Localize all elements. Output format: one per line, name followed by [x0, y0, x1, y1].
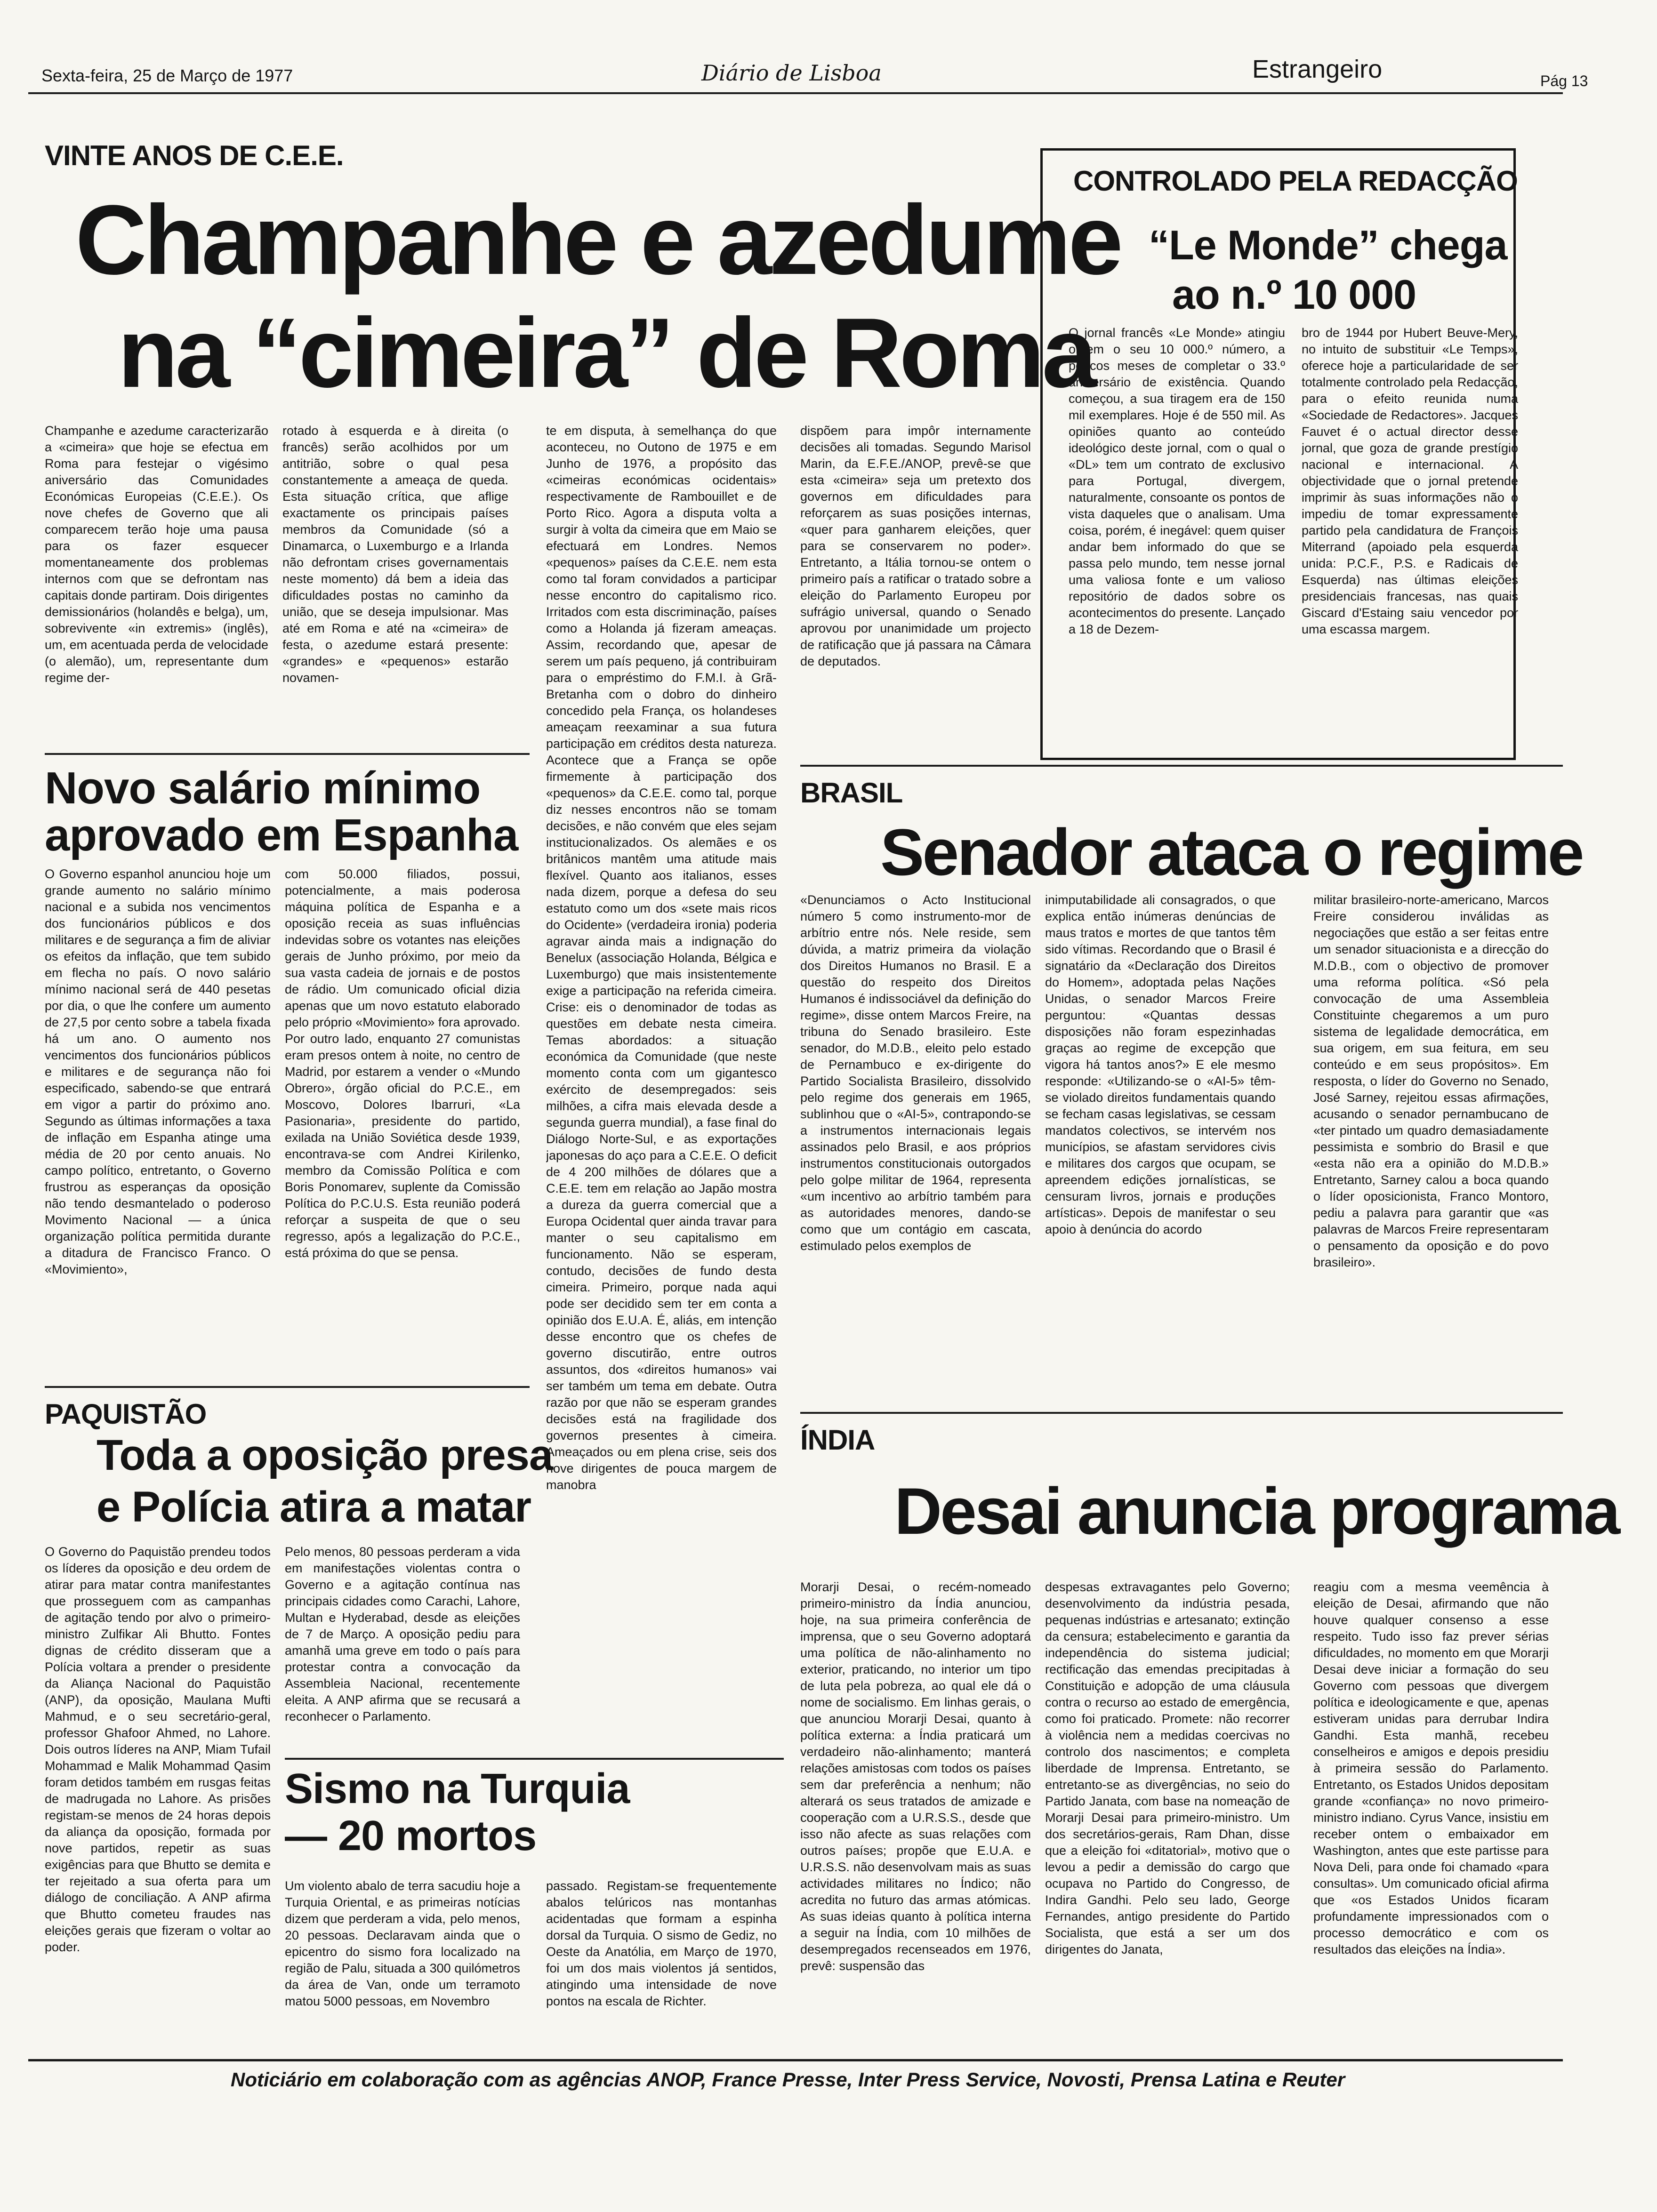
brasil-kicker: BRASIL: [800, 777, 903, 809]
cee-headline-line2: na “cimeira” de Roma: [118, 297, 1094, 408]
cee-column-1: Champanhe e azedume caracterizarão a «cimeira» que hoje se efectua em Roma para festejar o vigésimo aniversário das Comunidades Económicas Europeias (C.E.E.). Os nove chefes de Governo que ali comparecem terão hoje uma pausa para os fazer esquecer momentaneamente dos problemas internos com que se defrontam nas capitais donde partiram. Dois dirigentes demissionários (holandês e belga), um, sobrevivente «in extremis» (inglês), um, em acentuada perda de velocidade (o alemão), um, representante dum regime der-: [45, 424, 268, 685]
turquia-top-rule: [285, 1758, 784, 1760]
paquistao-headline-line2: e Polícia atira a matar: [97, 1483, 531, 1531]
brasil-column-2: inimputabilidade ali consagrados, o que explica então inúmeras denúncias de maus tratos e mortes de que tantos têm sido vítimas. Recordando que o Brasil é signatário da «Declaração dos Direitos do Homem», adoptada pelas Nações Unidas, o senador Marcos Freire perguntou: «Quantas dessas disposições não foram espezinhadas graças ao regime de excepção que vigora há tantos anos?» E ele mesmo responde: «Utilizando-se o «AI-5» têm-se violado direitos fundamentais quando se fecham casas legislativas, se cessam mandatos colectivos, se intervém nos municípios, se afastam servidores civis e militares dos cargos que ocupam, se apreendem edições jornalísticas, se censuram livros, jornais e produções artísticas». Depois de manifestar o seu apoio à denúncia do acordo: [1045, 893, 1276, 1236]
india-column-1: Morarji Desai, o recém-nomeado primeiro-ministro da Índia anunciou, hoje, na sua primeira conferência de imprensa, que o seu Governo adoptará uma política de não-alinhamento no exterior, praticando, no interior um tipo de luta pela pobreza, ao qual ele dá o nome de socialismo. Em linhas gerais, o que anunciou Morarji Desai, quanto à política externa: a Índia praticará um verdadeiro não-alinhamento; manterá relações amistosas com todos os países sem dar preferência a nenhum; não alterará os seus tratados de amizade e cooperação com a U.R.S.S., desde que isso não afecte as suas relações com outros países; propõe que E.U.A. e U.R.S.S. não desenvolvam mais as suas actividades militares no Índico; não acredita no futuro das armas atómicas. As suas ideias quanto à política interna a seguir na Índia, com 10 milhões de desempregados recenseados em 1976, prevê: suspensão das: [800, 1580, 1031, 1973]
paquistao-kicker: PAQUISTÃO: [45, 1398, 207, 1430]
india-headline: Desai anuncia programa: [894, 1474, 1619, 1548]
india-column-2: despesas extravagantes pelo Governo; desenvolvimento da indústria pesada, pequenas indústrias e artesanato; extinção da censura; estabelecimento e garantia da independência do sistema judicial; rectificação das emendas precipitadas à Constituição e adopção de uma cláusula contra o recurso ao estado de emergência, como foi praticado. Promete: não recorrer à violência nem a medidas coercivas no controlo dos nascimentos; e completa liberdade de Imprensa. Entretanto, se entretanto-se as divergências, no seio do Partido Janata, com base na nomeação de Morarji Desai para primeiro-ministro. Um dos secretários-gerais, Ram Dhan, disse que a eleição foi «ditatorial», motivo que o levou a pedir a demissão do cargo que ocupava no Partido do Congresso, de Indira Gandhi. Pelo seu lado, George Fernandes, antigo presidente do Partido Socialista, que está a ser um dos dirigentes do Janata,: [1045, 1580, 1290, 1956]
page-number: Pág 13: [1540, 72, 1588, 89]
agency-credit: Noticiário em colaboração com as agências ANOP, France Presse, Inter Press Service, Novosti, Prensa Latina e Reuter: [231, 2068, 1345, 2091]
cee-column-2: rotado à esquerda e à direita (o francês) serão acolhidos por um antitrião, sobre o qual pesa constantemente a ameaça de queda. Esta situação crítica, que aflige exactamente os principais países membros da Comunidade (só a Dinamarca, o Luxemburgo e a Irlanda não defrontam crises governamentais neste momento) dá bem a ideia das dificuldades postas no caminho da união, que se deseja impulsionar. Mas até em Roma e até na «cimeira» de festa, o azedume estará presente: «grandes» e «pequenos» estarão novamen-: [282, 424, 508, 685]
india-column-3: reagiu com a mesma veemência à eleição de Desai, afirmando que não houve qualquer consenso a esse respeito. Tudo isso faz prever sérias dificuldades, no momento em que Morarji Desai deve iniciar a formação do seu Governo com pessoas que divergem política e ideologicamente e que, apenas estiveram unidas para derrubar Indira Gandhi. Esta manhã, recebeu conselheiros e amigos e depois presidiu à primeira sessão do Parlamento. Entretanto, os Estados Unidos depositam grande «confiança» no novo primeiro-ministro indiano. Cyrus Vance, insistiu em receber ontem o embaixador em Washington, antes que este partisse para Nova Deli, para onde foi chamado «para consultas». Um comunicado oficial afirma que «os Estados Unidos ficaram profundamente impressionados com o processo democrático e com os resultados das eleições na Índia».: [1313, 1580, 1549, 1956]
cee-column-3: te em disputa, à semelhança do que aconteceu, no Outono de 1975 e em Junho de 1976, a propósito das «cimeiras económicas ocidentais» respectivamente de Rambouillet e de Porto Rico. Agora a disputa volta a surgir à volta da cimeira que em Maio se efectuará em Londres. Nemos «pequenos» países da C.E.E. nem esta como tal foram convidados a participar nesse encontro do capitalismo rico. Irritados com esta discriminação, países como a Holanda já fizeram ameaças. Assim, recordando que, apesar de serem um país pequeno, já contribuiram para o empréstimo do F.M.I. à Grã-Bretanha com o dobro do dinheiro concedido pela França, os holandeses ameaçam reexaminar a sua futura participação em créditos desta natureza. Acontece que a França se opõe firmemente à participação dos «pequenos» da C.E.E. como tal, porque diz nesses encontros não se tomam decisões, e não convém que eles sejam institucionalizados. Os alemães e os britânicos mantêm uma atitude mais flexível. Quanto aos italianos, esses nada dizem, porque a defesa do seu estatuto como um dos «sete mais ricos do Ocidente» (verdadeira ironia) poderia agravar ainda mais a indignação do Benelux (associação Holanda, Bélgica e Luxemburgo) que mais insistentemente exige a participação na referida cimeira. Crise: eis o denominador de todas as questões em debate nesta cimeira. Temas abordados: a situação económica da Comunidade (que neste momento conta com um gigantesco exército de desempregados: seis milhões, a cifra mais elevada desde a segunda guerra mundial), a fase final do Diálogo Norte-Sul, e as exportações japonesas do aço para a C.E.E. O deficit de 4 200 milhões de dólares que a C.E.E. tem em relação ao Japão mostra a dureza da guerra comercial que a Europa Ocidental quer ainda travar para manter o seu capitalismo em funcionamento. Não se esperam, contudo, decisões de fundo desta cimeira. Primeiro, porque nada aqui pode ser decidido sem ter em conta a opinião dos E.U.A. É, aliás, em intenção desse encontro que os chefes de governo discutirão, entre outros assuntos, dos «direitos humanos» vai ser também um tema em debate. Outra razão por que não se esperam grandes decisões está na fragilidade dos governos presentes à cimeira. Ameaçados ou em plena crise, seis dos nove dirigentes de pouca margem de manobra: [546, 424, 777, 1492]
paquistao-top-rule: [45, 1386, 530, 1388]
brasil-headline: Senador ataca o regime: [880, 815, 1583, 889]
paquistao-column-2: Pelo menos, 80 pessoas perderam a vida em manifestações violentas contra o Governo e a agitação contínua nas principais cidades como Carachi, Lahore, Multan e Hyderabad, desde as eleições de 7 de Março. A oposição pediu para amanhã uma greve em todo o país para protestar contra a convocação da Assembleia Nacional, recentemente eleita. A ANP afirma que se recusará a reconhecer o Parlamento.: [285, 1545, 520, 1723]
turquia-column-1: Um violento abalo de terra sacudiu hoje a Turquia Oriental, e as primeiras notícias dizem que perderam a vida, pelo menos, 20 pessoas. Declaravam ainda que o epicentro do sismo fora localizado na região de Palu, situada a 300 quilómetros da área de Van, onde um terramoto matou 5000 pessoas, em Novembro: [285, 1879, 520, 2008]
espanha-headline-line1: Novo salário mínimo: [45, 763, 481, 813]
paper-name: Diário de Lisboa: [701, 60, 882, 86]
issue-date: Sexta-feira, 25 de Março de 1977: [41, 66, 293, 85]
le-monde-headline-line1: “Le Monde” chega: [1149, 222, 1507, 268]
turquia-headline-line1: Sismo na Turquia: [285, 1765, 630, 1812]
india-kicker: ÍNDIA: [800, 1424, 875, 1456]
cee-column-4: dispõem para impôr internamente decisões ali tomadas. Segundo Marisol Marin, da E.F.E./ANOP, prevê-se que esta «cimeira» seja um pretexto dos governos em dificuldades para reforçarem as suas posições internas, «quer para ganharem eleições, quer para se conservarem no poder». Entretanto, a Itália tornou-se ontem o primeiro país a ratificar o tratado sobre a eleição do Parlamento Europeu por sufrágio universal, quando o Senado aprovou por unanimidade um projecto de ratificação que já passara na Câmara de deputados.: [800, 424, 1031, 668]
cee-headline-line1: Champanhe e azedume: [75, 184, 1120, 295]
espanha-top-rule: [45, 753, 530, 755]
le-monde-kicker: CONTROLADO PELA REDACÇÃO: [1073, 165, 1518, 197]
cee-kicker: VINTE ANOS DE C.E.E.: [45, 140, 344, 171]
le-monde-column-1: O jornal francês «Le Monde» atingiu ontem o seu 10 000.º número, a poucos meses de completar o 33.º aniversário de existência. Quando começou, a sua tiragem era de 150 mil exemplares. Hoje é de 550 mil. As opiniões quanto ao conteúdo ideológico deste jornal, com o qual o «DL» tem um contrato de exclusivo para Portugal, divergem, naturalmente, consoante os pontos de vista daqueles que o analisam. Uma coisa, porém, é inegável: quem quiser andar bem informado do que se passa pelo mundo, tem nesse jornal uma valiosa fonte e um valioso repositório de dados sobre os acontecimentos do presente. Lançado a 18 de Dezem-: [1069, 326, 1285, 636]
india-top-rule: [800, 1412, 1563, 1414]
paquistao-headline-line1: Toda a oposição presa: [97, 1431, 553, 1479]
footer-rule: [28, 2059, 1563, 2061]
espanha-headline-line2: aprovado em Espanha: [45, 810, 518, 860]
brasil-column-3: militar brasileiro-norte-americano, Marcos Freire considerou inválidas as negociações que estão a ser feitas entre um senador situacionista e a direcção do M.D.B., com o objectivo de promover uma reforma política. «Só pela convocação de uma Assembleia Constituinte chegaremos a um puro sistema de legalidade democrática, em sua origem, em sua feitura, em seu conteúdo e em seus propósitos». Em resposta, o líder do Governo no Senado, José Sarney, rejeitou essas afirmações, acusando o senador pernambucano de «ter pintado um quadro demasiadamente pessimista e sombrio do Brasil e que «esta não era a opinião do M.D.B.» Entretanto, Sarney calou a boca quando o líder oposicionista, Franco Montoro, pediu a palavra para garantir que «as palavras de Marcos Freire representaram o pensamento da oposição e do povo brasileiro».: [1313, 893, 1549, 1269]
brasil-column-1: «Denunciamos o Acto Institucional número 5 como instrumento-mor de arbítrio entre nós. Nele reside, sem dúvida, a matriz primeira da violação dos Direitos Humanos no Brasil. E a questão do respeito dos Direitos Humanos é indissociável da definição do regime», disse ontem Marcos Freire, na tribuna do Senado brasileiro. Este senador, do M.D.B., eleito pelo estado de Pernambuco e ex-dirigente do Partido Socialista Brasileiro, dissolvido pelo regime dos generais em 1965, sublinhou que o «AI-5», contrapondo-se a instrumentos internacionais legais assinados pelo Brasil, e aos próprios instrumentos constitucionais outorgados pelo golpe militar de 1964, representa «um incentivo ao arbítrio também para as autoridades menores, dando-se como que um contágio em cascata, estimulado pelos exemplos de: [800, 893, 1031, 1253]
espanha-column-2: com 50.000 filiados, possui, potencialmente, a mais poderosa máquina política de Espanha e a oposição receia as suas influências indevidas sobre os votantes nas eleições gerais de Junho próximo, por meio da sua vasta cadeia de jornais e de postos de rádio. Um comunicado oficial dizia apenas que um novo estatuto elaborado pelo próprio «Movimiento» fora aprovado. Por outro lado, enquanto 27 comunistas eram presos ontem à noite, no centro de Madrid, por estarem a vender o «Mundo Obrero», órgão oficial do P.C.E., em Moscovo, Dolores Ibarruri, «La Pasionaria», presidente do partido, exilada na União Soviética desde 1939, encontrava-se com Andrei Kirilenko, membro da Comissão Política e com Boris Ponomarev, suplente da Comissão Política do P.C.U.S. Esta reunião poderá reforçar a suspeita de que o seu regresso, após a legalização do P.C.E., está próxima do que se pensa.: [285, 867, 520, 1260]
le-monde-headline-line2: ao n.º 10 000: [1172, 271, 1416, 318]
section-name: Estrangeiro: [1252, 55, 1383, 83]
le-monde-column-2: bro de 1944 por Hubert Beuve-Mery, no intuito de substituir «Le Temps», oferece hoje a particularidade de ser totalmente controlado pela Redacção, para o efeito reunida numa «Sociedade de Redactores». Jacques Fauvet é o actual director desse jornal, que goza de grande prestígio nacional e internacional. A objectividade que o jornal pretende imprimir às suas informações não o impediu de tomar expressamente partido pela candidatura de François Miterrand (apoiado pela esquerda unida: P.C.F., P.S. e Radicais de Esquerda) nas últimas eleições presidenciais francesas, nas quais Giscard d'Estaing saiu vencedor por uma escassa margem.: [1302, 326, 1518, 636]
paquistao-column-1: O Governo do Paquistão prendeu todos os líderes da oposição e deu ordem de atirar para matar contra manifestantes que prosseguem com as campanhas de agitação tendo por alvo o primeiro-ministro Zulfikar Ali Bhutto. Fontes dignas de crédito disseram que a Polícia voltara a prender o presidente da Aliança Nacional do Paquistão (ANP), da oposição, Maulana Mufti Mahmud, e o seu secretário-geral, professor Ghafoor Ahmed, no Lahore. Dois outros líderes na ANP, Miam Tufail Mohammad e Malik Mohammad Qasim foram detidos também em rusgas feitas de madrugada no Lahore. As prisões registam-se menos de 24 horas depois da aliança da oposição, formada por nove partidos, repetir as suas exigências para que Bhutto se demita e ter rejeitado a sua oferta para um diálogo de conciliação. A ANP afirma que Bhutto cometeu fraudes nas eleições gerais que fizeram o voltar ao poder.: [45, 1545, 271, 1954]
turquia-headline-line2: — 20 mortos: [285, 1812, 537, 1859]
turquia-column-2: passado. Registam-se frequentemente abalos telúricos nas montanhas acidentadas que formam a espinha dorsal da Turquia. O sismo de Gediz, no Oeste da Anatólia, em Março de 1970, foi um dos mais violentos já sentidos, atingindo uma intensidade de nove pontos na escala de Richter.: [546, 1879, 777, 2008]
espanha-column-1: O Governo espanhol anunciou hoje um grande aumento no salário mínimo nacional e a subida nos vencimentos dos funcionários públicos e dos militares e de segurança a fim de aliviar os efeitos da inflação, que tem subido em flecha no país. O novo salário mínimo nacional será de 440 pesetas por dia, o que lhe confere um aumento de 27,5 por cento sobre a tabela fixada há um ano. O aumento nos vencimentos dos funcionários públicos e militares e de segurança não foi especificado, sabendo-se que entrará em vigor a partir do próximo ano. Segundo as últimas informações a taxa de inflação em Espanha atinge uma média de 20 por cento anuais. No campo político, entretanto, o Governo frustrou as esperanças da oposição não tendo desmantelado o poderoso Movimento Nacional — a única organização política permitida durante a ditadura de Francisco Franco. O «Movimiento»,: [45, 867, 271, 1276]
masthead-rule: [28, 92, 1563, 94]
brasil-top-rule: [800, 765, 1563, 767]
